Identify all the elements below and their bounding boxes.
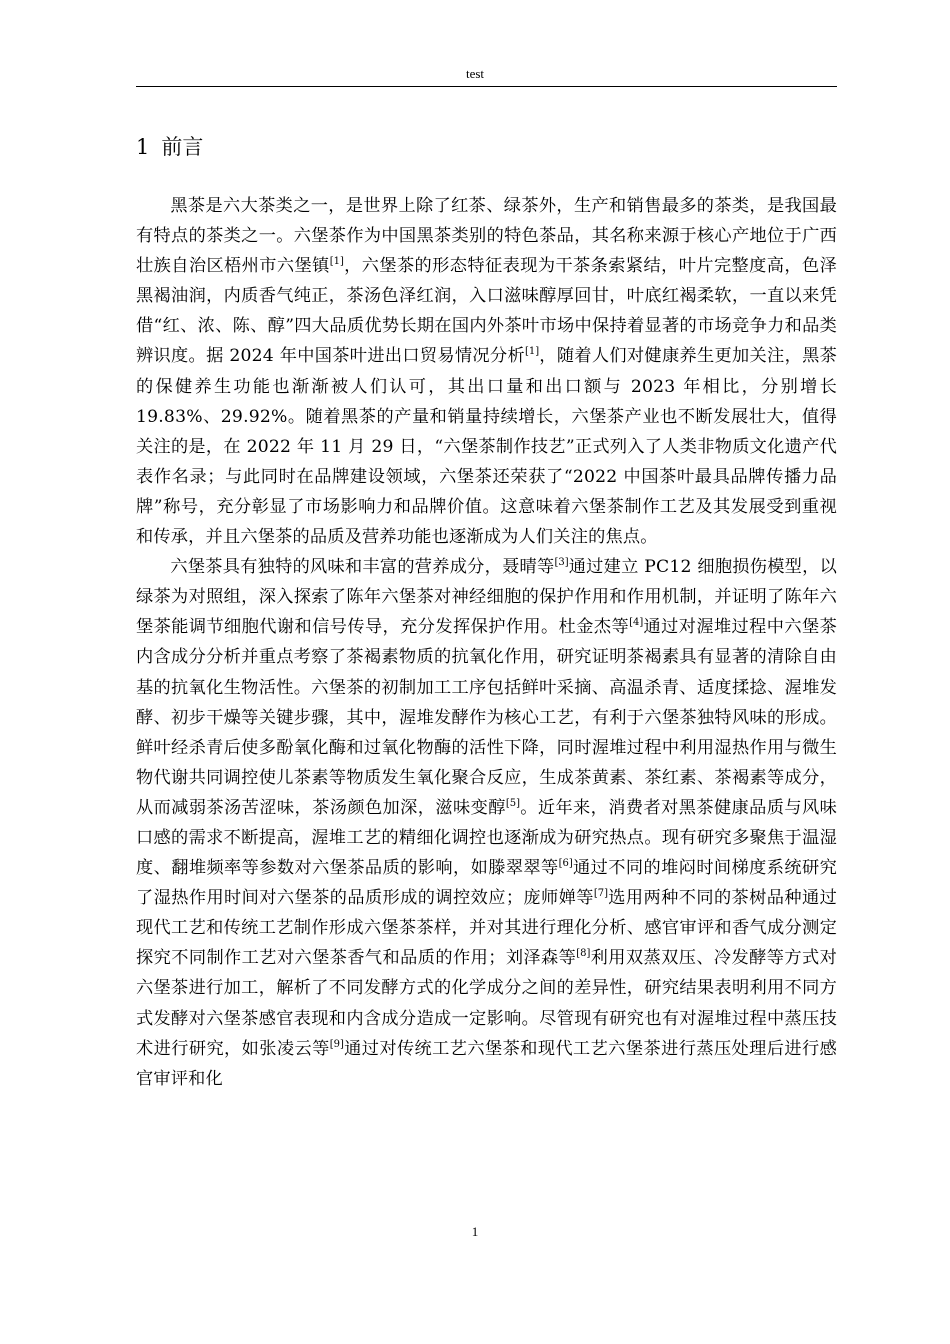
text-run: ，随着人们对健康养生更加关注，黑茶的保健养生功能也渐渐被人们认可，其出口量和出口额与 2023 年相比，分别增长 19.83%、29.92%。随着黑茶的产量和销量持续增长，六堡茶产业也不断发展壮大，值得关注的是，在 2022 年 11 月 29 日，“六堡茶制作技艺”正式列入了人类非物质文化遗产代表作名录；与此同时在品牌建设领域，六堡茶还荣获了“2022 中国茶叶最具品牌传播力品牌”称号，充分彰显了市场影响力和品牌价值。这意味着六堡茶制作工艺及其发展受到重视和传承，并且六堡茶的品质及营养功能也逐渐成为人们关注的焦点。 <box>136 346 837 548</box>
citation-ref: [7] <box>593 888 609 900</box>
citation-ref: [3] <box>554 557 569 569</box>
citation-ref: [9] <box>329 1038 344 1050</box>
body-text <box>136 191 837 1094</box>
text-run: 通过建立 PC12 细胞损伤模型，以绿茶为对照组，深入探索了陈年六堡茶对神经细胞的保护作用和作用机制，并证明了陈年六堡茶能调节细胞代谢和信号传导，充分发挥保护作用。杜金杰等 <box>136 557 837 638</box>
text-run: 通过对渥堆过程中六堡茶内含成分分析并重点考察了茶褐素物质的抗氧化作用，研究证明茶褐素具有显著的清除自由基的抗氧化生物活性。六堡茶的初制加工工序包括鲜叶采摘、高温杀青、适度揉捻、渥堆发酵、初步干燥等关键步骤，其中，渥堆发酵作为核心工艺，有利于六堡茶独特风味的形成。鲜叶经杀青后使多酚氧化酶和过氧化物酶的活性下降，同时渥堆过程中利用湿热作用与微生物代谢共同调控使儿茶素等物质发生氧化聚合反应，生成茶黄素、茶红素、茶褐素等成分，从而减弱茶汤苦涩味，茶汤颜色加深，滋味变醇 <box>136 617 837 818</box>
paragraph <box>136 552 837 1094</box>
citation-ref: [6] <box>558 858 573 870</box>
section-number: 1 <box>136 135 150 159</box>
text-run: 通过对传统工艺六堡茶和现代工艺六堡茶进行蒸压处理后进行感官审评和化 <box>136 1038 837 1089</box>
text-run: 利用双蒸双压、冷发酵等方式对六堡茶进行加工，解析了不同发酵方式的化学成分之间的差异性，研究结果表明利用不同方式发酵对六堡茶感官表现和内含成分造成一定影响。尽管现有研究也有对渥堆过程中蒸压技术进行研究，如张凌云等 <box>136 948 837 1059</box>
text-run: 六堡茶具有独特的风味和丰富的营养成分，聂晴等 <box>170 557 555 578</box>
text-run: 选用两种不同的茶树品种通过现代工艺和传统工艺制作形成六堡茶茶样，并对其进行理化分析、感官审评和香气成分测定探究不同制作工艺对六堡茶香气和品质的作用；刘泽森等 <box>136 888 838 969</box>
page-number: 1 <box>471 1224 479 1239</box>
citation-ref: [4] <box>629 617 644 629</box>
citation-ref: [1] <box>329 256 344 268</box>
section-title: 前言 <box>161 135 204 159</box>
citation-ref: [5] <box>505 797 520 809</box>
paragraph <box>136 191 837 552</box>
citation-ref: [8] <box>576 948 591 960</box>
text-run: 通过不同的堆闷时间梯度系统研究了湿热作用时间对六堡茶的品质形成的调控效应；庞师婵等 <box>136 858 837 909</box>
citation-ref: [1] <box>525 346 540 358</box>
text-run: ，六堡茶的形态特征表现为干茶条索紧结，叶片完整度高，色泽黑褐油润，内质香气纯正，茶汤色泽红润，入口滋味醇厚回甘，叶底红褐柔软，一直以来凭借“红、浓、陈、醇”四大品质优势长期在国内外茶叶市场中保持着显著的市场竞争力和品类辨识度。据 2024 年中国茶叶进出口贸易情况分析 <box>136 256 837 367</box>
page-header: test <box>465 66 485 81</box>
header-rule <box>136 86 837 87</box>
section-heading <box>136 132 203 162</box>
text-run: 。近年来，消费者对黑茶健康品质与风味口感的需求不断提高，渥堆工艺的精细化调控也逐渐成为研究热点。现有研究多聚焦于温湿度、翻堆频率等参数对六堡茶品质的影响，如滕翠翠等 <box>136 797 837 879</box>
text-run: 黑茶是六大茶类之一，是世界上除了红茶、绿茶外，生产和销售最多的茶类，是我国最有特点的茶类之一。六堡茶作为中国黑茶类别的特色茶品，其名称来源于核心产地位于广西壮族自治区梧州市六堡镇 <box>136 196 837 277</box>
